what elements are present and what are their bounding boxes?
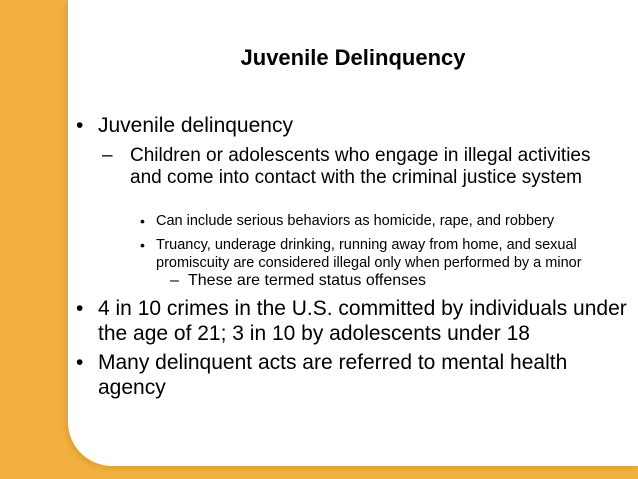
bullet-marker: • (140, 213, 145, 229)
bullet-marker: • (140, 237, 145, 253)
sub-sub-bullet-serious-behaviors: Can include serious behaviors as homicide, rape, and robbery (156, 213, 555, 229)
bullet-marker: • (76, 297, 84, 320)
bullet-marker: • (76, 351, 84, 374)
bullet-crime-statistics: 4 in 10 crimes in the U.S. committed by individuals under the age of 21; 3 in 10 by adolescents under 18 (98, 297, 627, 345)
bullet-mental-health: Many delinquent acts are referred to mental health agency (98, 351, 568, 399)
sub-bullet-definition: Children or adolescents who engage in illegal activities and come into contact with the criminal justice system (130, 145, 591, 188)
sub-bullet-status-offenses: These are termed status offenses (188, 272, 427, 289)
dash-marker: – (102, 145, 113, 166)
slide-title: Juvenile Delinquency (240, 45, 466, 70)
sub-sub-bullet-truancy: Truancy, underage drinking, running away from home, and sexual promiscuity are considered illegal only when performed by a minor (156, 237, 582, 271)
bullet-juvenile-delinquency: Juvenile delinquency (98, 114, 293, 137)
dash-marker: – (170, 272, 179, 289)
bullet-marker: • (76, 114, 84, 137)
